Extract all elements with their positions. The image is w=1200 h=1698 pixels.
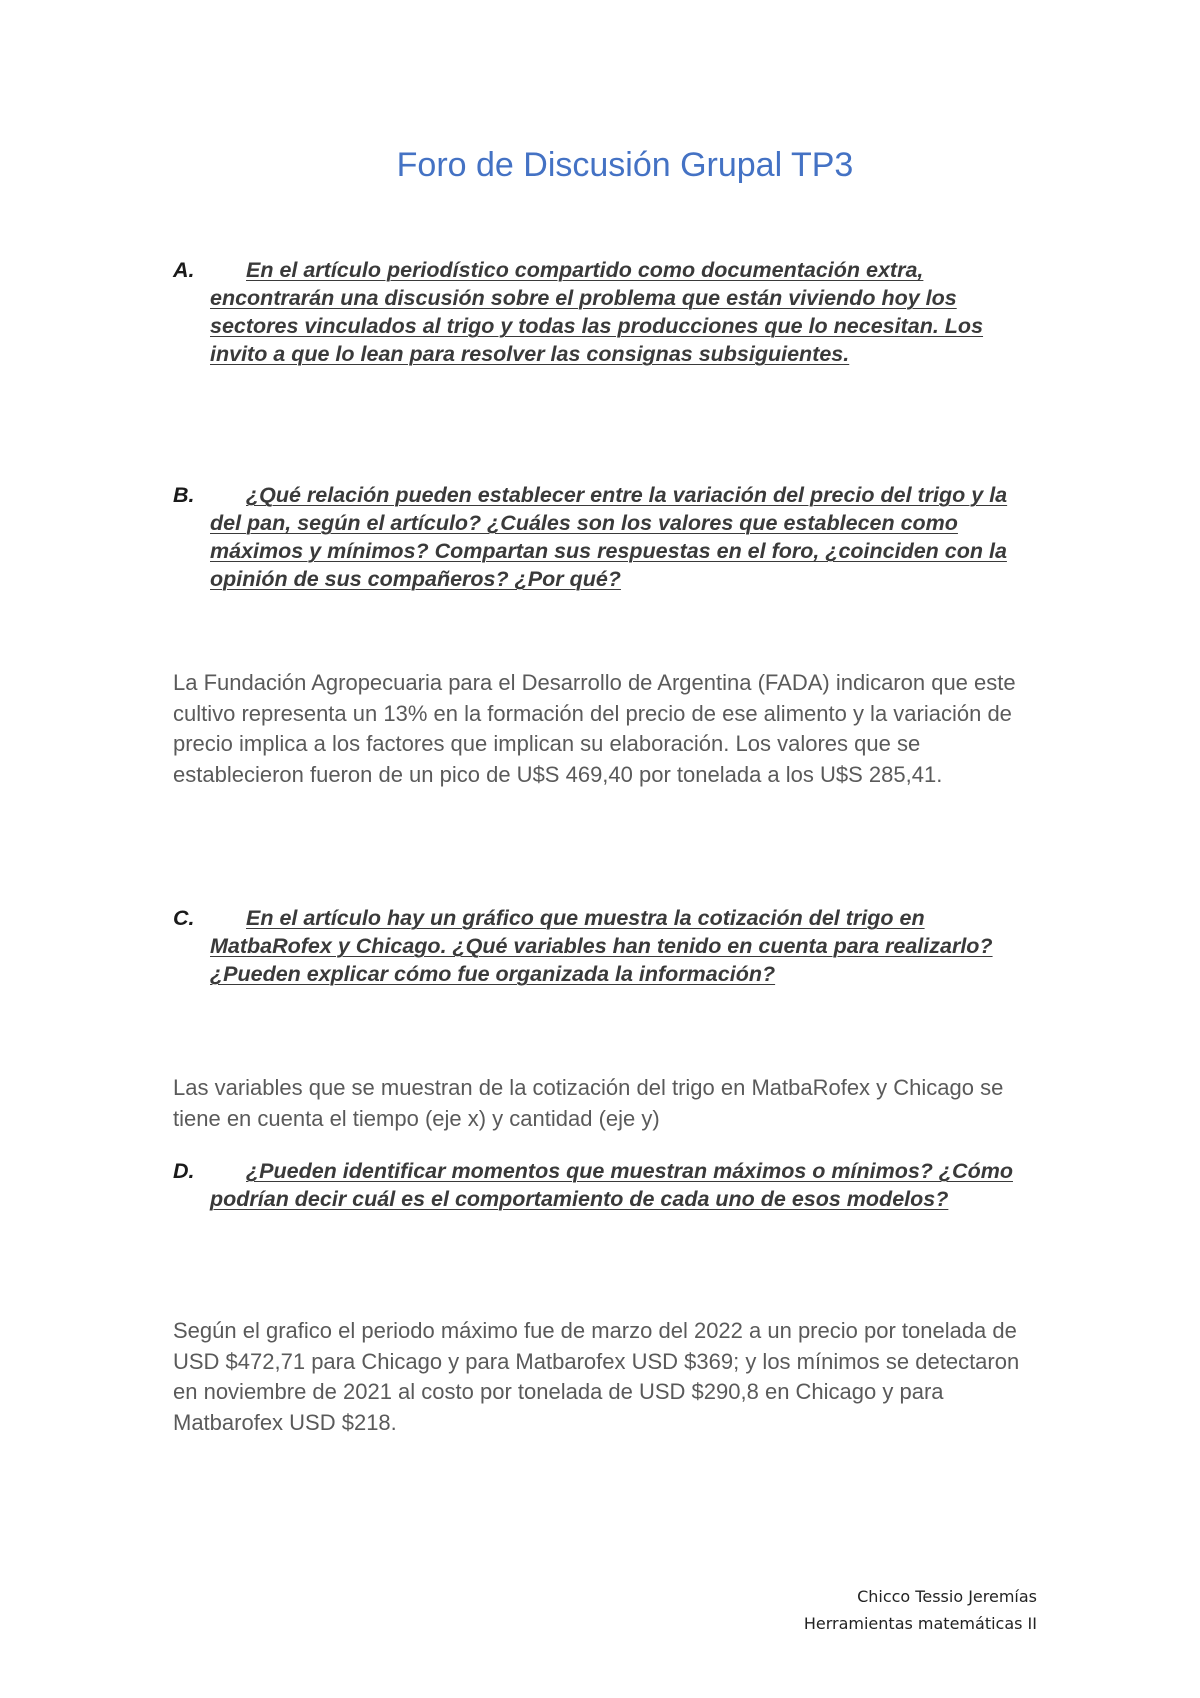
question-a	[173, 256, 1043, 368]
signature	[804, 1583, 1037, 1637]
question-text: ¿Qué relación pueden establecer entre la variación del precio del trigo y la del pan, según el artículo? ¿Cuáles son los valores que establecen como máximos y mínimos? Compartan sus respuestas en el foro, ¿coinciden con la opinión de sus compañeros? ¿Por qué?	[210, 483, 1008, 591]
signature-name: Chicco Tessio Jeremías	[857, 1587, 1037, 1606]
question-letter: B.	[173, 483, 195, 507]
question-letter: A.	[173, 258, 195, 282]
question-d	[173, 1157, 1043, 1213]
question-b	[173, 481, 1043, 593]
question-letter: D.	[173, 1159, 195, 1183]
document-title: Foro de Discusión Grupal TP3	[396, 146, 854, 184]
question-letter: C.	[173, 906, 195, 930]
answer-d: Según el grafico el periodo máximo fue de marzo del 2022 a un precio por tonelada de USD $472,71 para Chicago y para Matbarofex USD $369; y los mínimos se detectaron en noviembre de 2021 al costo por tonelada de USD $290,8 en Chicago y para Matbarofex USD $218.	[173, 1318, 1020, 1435]
answer-b: La Fundación Agropecuaria para el Desarrollo de Argentina (FADA) indicaron que este cultivo representa un 13% en la formación del precio de ese alimento y la variación de precio implica a los factores que implican su elaboración. Los valores que se establecieron fueron de un pico de U$S 469,40 por tonelada a los U$S 285,41.	[173, 670, 1016, 787]
signature-course: Herramientas matemáticas II	[803, 1614, 1037, 1633]
question-text: ¿Pueden identificar momentos que muestran máximos o mínimos? ¿Cómo podrían decir cuál es el comportamiento de cada uno de esos modelos?	[210, 1159, 1013, 1211]
question-c	[173, 904, 1043, 988]
question-text: En el artículo periodístico compartido como documentación extra, encontrarán una discusión sobre el problema que están viviendo hoy los sectores vinculados al trigo y todas las producciones que lo necesitan. Los invito a que lo lean para resolver las consignas subsiguientes.	[210, 258, 984, 366]
answer-c: Las variables que se muestran de la cotización del trigo en MatbaRofex y Chicago se tiene en cuenta el tiempo (eje x) y cantidad (eje y)	[173, 1075, 1004, 1131]
question-text: En el artículo hay un gráfico que muestra la cotización del trigo en MatbaRofex y Chicago. ¿Qué variables han tenido en cuenta para realizarlo? ¿Pueden explicar cómo fue organizada la información?	[210, 906, 993, 986]
